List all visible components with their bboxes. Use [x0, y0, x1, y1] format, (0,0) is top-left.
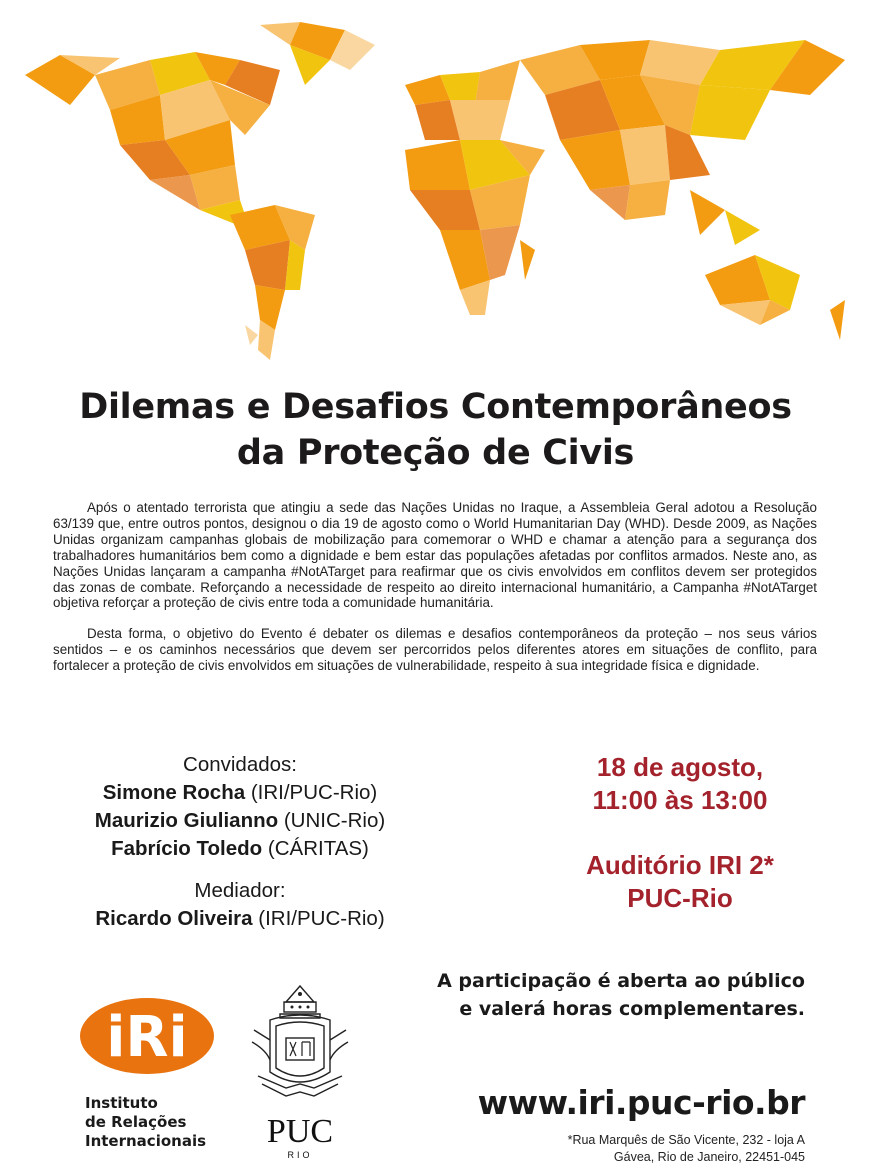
guest-entry: [60, 835, 420, 863]
guest-entry: [60, 779, 420, 807]
guest-entry: [60, 807, 420, 835]
venue-address: [465, 1132, 805, 1166]
mediator-entry: [60, 905, 420, 933]
participation-notice: [305, 967, 805, 1023]
asia-shape: [520, 40, 845, 245]
event-time: 11:00 às 13:00: [592, 785, 768, 815]
title-line-2: da Proteção de Civis: [236, 433, 635, 473]
event-date: 18 de agosto,: [596, 752, 764, 782]
guests-heading: Convidados:: [183, 753, 297, 776]
iri-logo: [78, 996, 216, 1076]
north-america-shape: [25, 22, 375, 230]
iri-name-line: Internacionais: [85, 1132, 207, 1150]
guest-name: Maurizio Giulianno: [94, 809, 279, 832]
europe-africa-shape: [405, 60, 545, 315]
puc-label: PUC: [266, 1113, 334, 1150]
puc-sub-label: RIO: [287, 1150, 313, 1160]
guest-name: Fabrício Toledo: [111, 837, 263, 860]
event-venue: Auditório IRI 2*: [586, 850, 774, 880]
guest-org: (IRI/PUC-Rio): [250, 781, 378, 804]
guests-block: [60, 751, 420, 933]
website-link[interactable]: www.iri.puc-rio.br: [477, 1083, 805, 1122]
guest-org: (CÁRITAS): [267, 837, 369, 860]
event-description: [53, 500, 817, 689]
participation-line-1: A participação é aberta ao público: [437, 970, 805, 992]
iri-name-line: de Relações: [85, 1113, 187, 1131]
event-venue-institution: PUC-Rio: [627, 883, 733, 913]
mediator-heading: Mediador:: [194, 879, 286, 902]
title-line-1: Dilemas e Desafios Contemporâneos: [79, 387, 792, 427]
iri-name-line: Instituto: [85, 1094, 158, 1112]
guest-org: (UNIC-Rio): [283, 809, 386, 832]
iri-institution-name: [85, 1094, 245, 1151]
description-paragraph-1: Após o atentado terrorista que atingiu a sede das Nações Unidas no Iraque, a Assembleia Geral adotou a Resolução 63/139 que, entre outros pontos, designou o dia 19 de agosto como o World Humanitarian Day (WHD). Desde 2009, as Nações Unidas organizam campanhas globais de mobilização para comemorar o WHD e chamar a atenção para a segurança dos trabalhadores humanitários bem como a dignidade e bem estar das populações afetadas por conflitos armados. Neste ano, as Nações Unidas lançaram a campanha #NotATarget para reafirmar que os civis envolvidos em conflitos devem ser protegidos das zonas de combate. Reforçando a necessidade de respeito ao direito internacional humanitário, a Campanha #NotATarget objetiva reforçar a proteção de civis entre toda a comunidade humanitária.: [53, 500, 817, 611]
event-details: [520, 751, 840, 915]
address-line-1: *Rua Marquês de São Vicente, 232 - loja A: [567, 1133, 805, 1147]
address-line-2: Gávea, Rio de Janeiro, 22451-045: [613, 1150, 805, 1164]
description-paragraph-2: Desta forma, o objetivo do Evento é debater os dilemas e desafios contemporâneos da proteção – nos seus vários sentidos – e os caminhos necessários que devem ser percorridos pelos diferentes atores em situações de conflito, para fortalecer a proteção de civis envolvidos em situações de vulnerabilidade, respeito à sua integridade física e dignidade.: [53, 626, 817, 674]
south-america-shape: [230, 205, 315, 360]
mediator-org: (IRI/PUC-Rio): [258, 907, 385, 930]
world-map-illustration: [0, 0, 871, 370]
mediator-name: Ricardo Oliveira: [95, 907, 253, 930]
iri-logo-mark: iRi: [106, 1005, 188, 1070]
page-title: [0, 384, 871, 476]
australia-shape: [705, 255, 845, 340]
guest-name: Simone Rocha: [102, 781, 246, 804]
participation-line-2: e valerá horas complementares.: [459, 998, 805, 1020]
puc-rio-crest: [246, 980, 354, 1110]
